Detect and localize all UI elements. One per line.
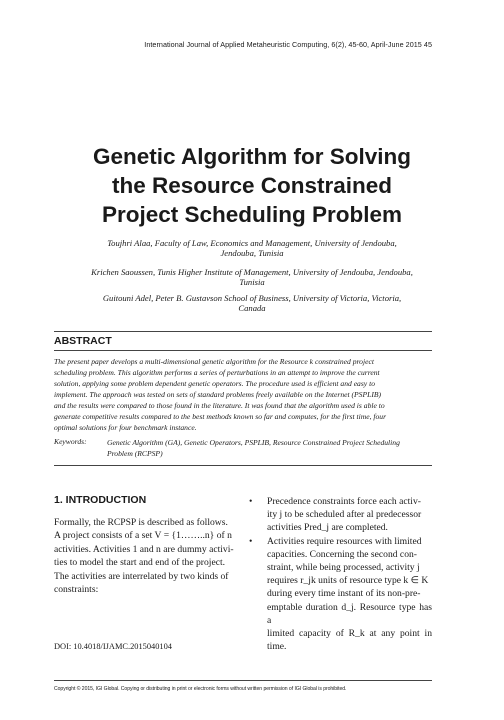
body-line: ties to model the start and end of the project. bbox=[54, 557, 226, 569]
paper-title bbox=[0, 142, 504, 229]
copyright-notice: Copyright © 2015, IGI Global. Copying or distributing in print or electronic forms without written permission of IGI Global is prohibited. bbox=[54, 686, 347, 692]
body-line: requires r_jk units of resource type k ∈ K bbox=[267, 575, 429, 587]
body-line: during every time instant of its non-pre- bbox=[267, 588, 421, 600]
body-line: constraints: bbox=[54, 584, 99, 596]
intro-paragraph bbox=[54, 516, 237, 596]
body-line: activities Pred_j are completed. bbox=[267, 522, 388, 534]
abstract-body bbox=[54, 356, 432, 433]
abstract-line: The present paper develops a multi-dimensional genetic algorithm for the Resource k constrained project bbox=[54, 357, 374, 366]
bullet-icon: • bbox=[249, 496, 253, 507]
affiliation-line: Guitouni Adel, Peter B. Gustavson School of Business, University of Victoria, Victoria, bbox=[102, 293, 402, 303]
abstract-line: implement. The approach was tested on sets of standard problems freely available on the Internet (PSPLIB) bbox=[54, 390, 382, 399]
abstract-heading: ABSTRACT bbox=[54, 335, 112, 347]
title-line: Genetic Algorithm for Solving bbox=[93, 144, 411, 169]
abstract-line: scheduling problem. This algorithm performs a series of perturbations in an attempt to improve the current bbox=[54, 368, 380, 377]
footer-rule bbox=[54, 680, 432, 681]
section-heading: 1. INTRODUCTION bbox=[54, 494, 147, 506]
bullet-icon: • bbox=[249, 535, 253, 547]
affiliation-line: Toujhri Alaa, Faculty of Law, Economics and Management, University of Jendouba, bbox=[107, 238, 397, 248]
body-line: capacities. Concerning the second con- bbox=[267, 548, 417, 560]
running-header: International Journal of Applied Metaheuristic Computing, 6(2), 45-60, April-June 2015 45 bbox=[144, 40, 432, 49]
doi-text: DOI: 10.4018/IJAMC.2015040104 bbox=[54, 642, 172, 651]
abstract-line: and the results were compared to those found in the literature. It was found that the algorithm used is able to bbox=[54, 401, 385, 410]
affiliation-line: Tunisia bbox=[239, 277, 265, 287]
abstract-line: generate competitive results compared to the best methods known so far and computes, for the first time, four bbox=[54, 412, 387, 421]
keywords-line: Genetic Algorithm (GA), Genetic Operators, PSPLIB, Resource Constrained Project Scheduling bbox=[107, 438, 400, 447]
divider-rule bbox=[54, 465, 432, 466]
title-line: the Resource Constrained bbox=[111, 173, 393, 198]
author-affiliation-1 bbox=[60, 238, 444, 258]
divider-rule bbox=[54, 350, 432, 351]
body-line: Formally, the RCPSP is described as follows. bbox=[54, 517, 228, 528]
keywords-label: Keywords: bbox=[54, 437, 87, 446]
list-item bbox=[249, 535, 432, 654]
divider-rule bbox=[54, 331, 432, 332]
body-line: straint, while being processed, activity j bbox=[267, 562, 420, 574]
body-line: ity j to be scheduled after al predecessor bbox=[267, 509, 422, 521]
body-line: emptable duration d_j. Resource type has a bbox=[267, 601, 432, 626]
keywords-list bbox=[107, 437, 432, 459]
affiliation-line: Krichen Saoussen, Tunis Higher Institute of Management, University of Jendouba, Jendouba, bbox=[91, 267, 413, 277]
abstract-line: solution, applying some problem dependent genetic operators. The procedure used is efficient and easy to bbox=[54, 379, 375, 388]
body-line: activities. Activities 1 and n are dummy activi- bbox=[54, 543, 234, 555]
abstract-line: optimal solutions for four benchmark instance. bbox=[54, 423, 197, 432]
list-item bbox=[249, 495, 432, 535]
body-line: Activities require resources with limited bbox=[267, 535, 422, 547]
body-line: A project consists of a set V = {1……..n} of n bbox=[54, 530, 232, 542]
author-affiliation-2 bbox=[60, 267, 444, 287]
body-line: The activities are interrelated by two kinds of bbox=[54, 570, 229, 582]
affiliation-line: Canada bbox=[238, 303, 266, 313]
constraint-list bbox=[249, 495, 432, 653]
body-line: limited capacity of R_k at any point in time. bbox=[267, 628, 432, 653]
author-affiliation-3 bbox=[60, 293, 444, 313]
title-line: Project Scheduling Problem bbox=[101, 202, 403, 227]
affiliation-line: Jendouba, Tunisia bbox=[220, 248, 284, 258]
body-line: Precedence constraints force each activ- bbox=[267, 496, 421, 507]
keywords-line: Problem (RCPSP) bbox=[107, 449, 163, 458]
